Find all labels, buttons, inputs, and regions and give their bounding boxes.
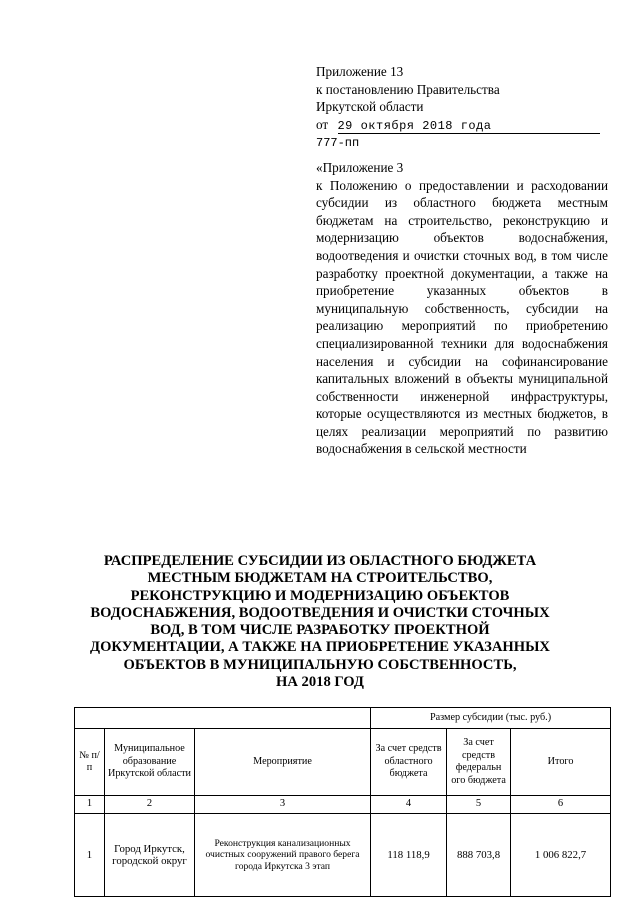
cell-federal: 888 703,8 (447, 814, 511, 897)
column-number: 4 (371, 796, 447, 814)
annex-date-underline (338, 133, 600, 134)
header-federal: За счет средств федеральн ого бюджета (447, 729, 511, 796)
header-regional: За счет средств областного бюджета (371, 729, 447, 796)
annex-line-2: к постановлению Правительства (316, 81, 500, 97)
column-number: 1 (75, 796, 105, 814)
header-total: Итого (511, 729, 611, 796)
annex-date-value: 29 октября 2018 года (337, 118, 492, 133)
table-header-row (75, 729, 611, 796)
title-line: НА 2018 ГОД (276, 674, 364, 691)
column-number: 2 (105, 796, 195, 814)
group-header-subsidy: Размер субсидии (тыс. руб.) (371, 708, 611, 729)
title-line: ДОКУМЕНТАЦИИ, А ТАКЖЕ НА ПРИОБРЕТЕНИЕ УКАЗАННЫХ (90, 639, 550, 656)
cell-event: Реконструкция канализационных очистных сооружений правого берега города Иркутска 3 этап (195, 814, 371, 897)
annex-block (316, 63, 608, 458)
table-row (75, 814, 611, 897)
title-line: МЕСТНЫМ БЮДЖЕТАМ НА СТРОИТЕЛЬСТВО, (147, 570, 493, 587)
header-num: № п/п (75, 729, 105, 796)
header-event: Мероприятие (195, 729, 371, 796)
header-municipality: Муниципальное образование Иркутской области (105, 729, 195, 796)
annex-date-prefix: от (316, 116, 329, 132)
column-number: 3 (195, 796, 371, 814)
document-title (80, 553, 560, 691)
cell-total: 1 006 822,7 (511, 814, 611, 897)
cell-regional: 118 118,9 (371, 814, 447, 897)
cell-num: 1 (75, 814, 105, 897)
annex-line-3: Иркутской области (316, 99, 424, 115)
annex-sub-heading: «Приложение 3 (316, 159, 404, 175)
title-line: ВОДОСНАБЖЕНИЯ, ВОДООТВЕДЕНИЯ И ОЧИСТКИ СТОЧНЫХ (90, 604, 550, 621)
title-line: РАСПРЕДЕЛЕНИЕ СУБСИДИИ ИЗ ОБЛАСТНОГО БЮДЖЕТА (103, 553, 537, 569)
table-group-header-row (75, 708, 611, 729)
annex-date-row (316, 116, 608, 136)
table-column-number-row (75, 796, 611, 814)
group-header-empty (75, 708, 371, 729)
annex-line-1: Приложение 13 (316, 64, 404, 79)
subsidy-table (74, 707, 611, 897)
cell-municipality: Город Иркутск, городской округ (105, 814, 195, 897)
title-line: РЕКОНСТРУКЦИЮ И МОДЕРНИЗАЦИЮ ОБЪЕКТОВ (130, 587, 510, 604)
annex-number: 777-пп (316, 136, 360, 151)
title-line: ВОД, В ТОМ ЧИСЛЕ РАЗРАБОТКУ ПРОЕКТНОЙ (150, 622, 490, 639)
column-number: 6 (511, 796, 611, 814)
column-number: 5 (447, 796, 511, 814)
annex-sub-text: к Положению о предоставлении и расходовании субсидии из областного бюджета местным бюджетам на строительство, реконструкцию и модернизацию объектов водоснабжения, водоотведения и очистки сточных вод, в том числе разработку проектной документации, а также на приобретение указанных объектов в муниципальную собственность, субсидии на реализацию мероприятий по приобретению специализированной техники для водоснабжения населения и субсидии на софинансирование капитальных вложений в объекты муниципальной собственности инженерной инфраструктуры, которые осуществляются из местных бюджетов, в целях реализации мероприятий по развитию водоснабжения в сельской местности (316, 177, 608, 457)
title-line: ОБЪЕКТОВ В МУНИЦИПАЛЬНУЮ СОБСТВЕННОСТЬ, (123, 656, 517, 673)
